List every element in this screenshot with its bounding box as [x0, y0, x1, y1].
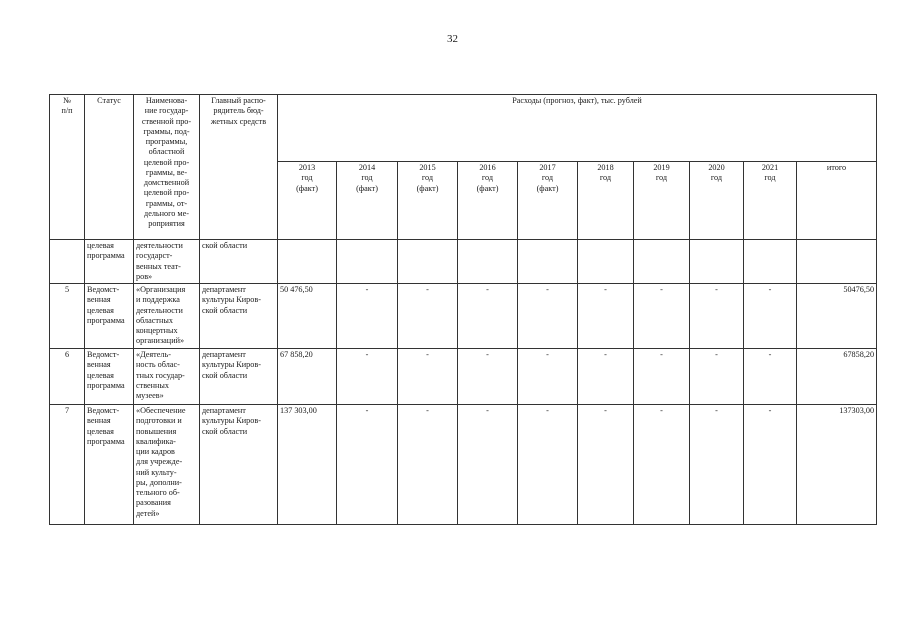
row-number: 7	[64, 406, 70, 415]
row-name-cell	[134, 405, 200, 525]
header-expenses-text: Расходы (прогноз, факт), тыс. рублей	[512, 96, 642, 105]
year-value: -	[604, 350, 607, 359]
total-cell	[797, 405, 877, 525]
year-value-cell	[278, 284, 337, 349]
expenses-table	[49, 94, 877, 525]
year-value-cell	[690, 284, 744, 349]
year-value-cell	[578, 405, 634, 525]
row-admin: ской области	[202, 241, 248, 250]
header-year-label: 2013 год (факт)	[296, 163, 318, 193]
year-value: -	[768, 406, 772, 415]
table-row	[50, 240, 877, 284]
year-value: -	[715, 406, 718, 415]
year-value-cell	[578, 349, 634, 405]
year-value-cell	[690, 349, 744, 405]
year-value: -	[660, 285, 663, 294]
year-value: -	[365, 406, 369, 415]
row-number-cell	[50, 405, 85, 525]
year-value: -	[426, 350, 429, 359]
header-year-6	[634, 162, 690, 240]
header-name	[134, 95, 200, 240]
year-value-cell	[337, 240, 398, 284]
year-value-cell	[518, 349, 578, 405]
year-value-cell	[744, 240, 797, 284]
year-value: -	[715, 350, 718, 359]
year-value-cell	[278, 405, 337, 525]
year-value-cell	[458, 284, 518, 349]
row-name-cell	[134, 240, 200, 284]
header-year-label: 2019 год	[653, 163, 670, 183]
header-admin	[200, 95, 278, 240]
year-value: -	[546, 406, 549, 415]
row-name: «Деятель- ность облас- тных государ- ственных музеев»	[136, 350, 185, 400]
year-value-cell	[690, 405, 744, 525]
year-value: -	[365, 350, 369, 359]
year-value-cell	[278, 240, 337, 284]
header-year-label: 2021 год	[761, 163, 779, 183]
row-number-cell	[50, 349, 85, 405]
header-year-label: 2014 год (факт)	[356, 163, 378, 193]
row-admin: департамент культуры Киров- ской области	[202, 285, 261, 315]
header-year-label: 2017 год (факт)	[536, 163, 559, 193]
total-cell	[797, 240, 877, 284]
row-admin-cell	[200, 240, 278, 284]
row-name: «Организация и поддержка деятельности областных концертных организаций»	[136, 285, 186, 346]
header-year-label: 2016 год (факт)	[476, 163, 499, 193]
table-row	[50, 405, 877, 525]
total-value: 50476,50	[843, 285, 875, 294]
year-value-cell	[744, 405, 797, 525]
header-year-1	[337, 162, 398, 240]
total-value: 67858,20	[843, 350, 875, 359]
row-number: 6	[64, 350, 70, 359]
year-value-cell	[458, 240, 518, 284]
year-value-cell	[458, 349, 518, 405]
year-value-cell	[744, 349, 797, 405]
year-value-cell	[518, 284, 578, 349]
year-value: -	[715, 285, 718, 294]
header-year-5	[578, 162, 634, 240]
header-row-1	[50, 95, 877, 162]
year-value-cell	[578, 284, 634, 349]
header-status	[85, 95, 134, 240]
year-value-cell	[634, 349, 690, 405]
year-value-cell	[634, 284, 690, 349]
year-value: -	[486, 350, 489, 359]
table-row	[50, 284, 877, 349]
row-status-cell	[85, 405, 134, 525]
year-value-cell	[744, 284, 797, 349]
header-year-0	[278, 162, 337, 240]
header-status-text: Статус	[97, 96, 121, 105]
row-name: «Обеспечение подготовки и повышения квалифика- ции кадров для учрежде- ний культу- ры, дополни- тельного об- разования детей»	[136, 406, 186, 518]
header-year-9	[797, 162, 877, 240]
year-value-cell	[518, 240, 578, 284]
year-value-cell	[634, 240, 690, 284]
year-value: -	[604, 406, 607, 415]
row-status: целевая программа	[87, 241, 125, 261]
year-value: -	[546, 350, 549, 359]
year-value: -	[768, 350, 772, 359]
table-row	[50, 349, 877, 405]
header-year-8	[744, 162, 797, 240]
year-value: 67 858,20	[280, 350, 313, 359]
year-value-cell	[278, 349, 337, 405]
year-value: -	[426, 285, 429, 294]
year-value: 137 303,00	[280, 406, 317, 415]
year-value: -	[486, 285, 489, 294]
year-value-cell	[690, 240, 744, 284]
row-admin: департамент культуры Киров- ской области	[202, 406, 261, 436]
header-year-label: итого	[826, 163, 847, 172]
row-status-cell	[85, 349, 134, 405]
row-name-cell	[134, 349, 200, 405]
row-number-cell	[50, 284, 85, 349]
row-admin: департамент культуры Киров- ской области	[202, 350, 261, 380]
year-value: -	[768, 285, 772, 294]
year-value: -	[660, 350, 663, 359]
year-value: -	[604, 285, 607, 294]
year-value-cell	[337, 405, 398, 525]
year-value: -	[660, 406, 663, 415]
year-value-cell	[398, 284, 458, 349]
year-value-cell	[337, 284, 398, 349]
row-status: Ведомст- венная целевая программа	[87, 406, 125, 446]
header-year-7	[690, 162, 744, 240]
year-value-cell	[458, 405, 518, 525]
row-number: 5	[64, 285, 70, 294]
year-value-cell	[634, 405, 690, 525]
year-value: 50 476,50	[280, 285, 313, 294]
total-value: 137303,00	[839, 406, 875, 415]
row-admin-cell	[200, 349, 278, 405]
year-value-cell	[518, 405, 578, 525]
row-status-cell	[85, 240, 134, 284]
total-cell	[797, 349, 877, 405]
header-admin-text: Главный распо- рядитель бюд- жетных средств	[210, 96, 267, 126]
header-year-3	[458, 162, 518, 240]
row-status: Ведомст- венная целевая программа	[87, 285, 125, 325]
header-year-4	[518, 162, 578, 240]
year-value-cell	[398, 240, 458, 284]
header-year-label: 2018 год	[597, 163, 614, 183]
year-value-cell	[337, 349, 398, 405]
row-status-cell	[85, 284, 134, 349]
year-value-cell	[398, 349, 458, 405]
header-expenses	[278, 95, 877, 162]
row-admin-cell	[200, 284, 278, 349]
row-number-cell	[50, 240, 85, 284]
year-value-cell	[398, 405, 458, 525]
year-value-cell	[578, 240, 634, 284]
header-no	[50, 95, 85, 240]
year-value: -	[426, 406, 429, 415]
row-name: деятельности государст- венных теат- ров»	[136, 241, 183, 281]
header-year-label: 2020 год	[708, 163, 725, 183]
total-cell	[797, 284, 877, 349]
header-year-2	[398, 162, 458, 240]
row-name-cell	[134, 284, 200, 349]
header-no-text: № п/п	[61, 96, 73, 116]
year-value: -	[486, 406, 489, 415]
row-admin-cell	[200, 405, 278, 525]
header-year-label: 2015 год (факт)	[416, 163, 439, 193]
header-name-text: Наименова- ние государ- ственной про- граммы, под- программы, областной целевой про- граммы, ве- домственной целевой про- граммы, от- дельного ме- роприятия	[141, 96, 192, 228]
page-number: 32	[447, 33, 458, 45]
row-status: Ведомст- венная целевая программа	[87, 350, 125, 390]
year-value: -	[365, 285, 369, 294]
year-value: -	[546, 285, 549, 294]
